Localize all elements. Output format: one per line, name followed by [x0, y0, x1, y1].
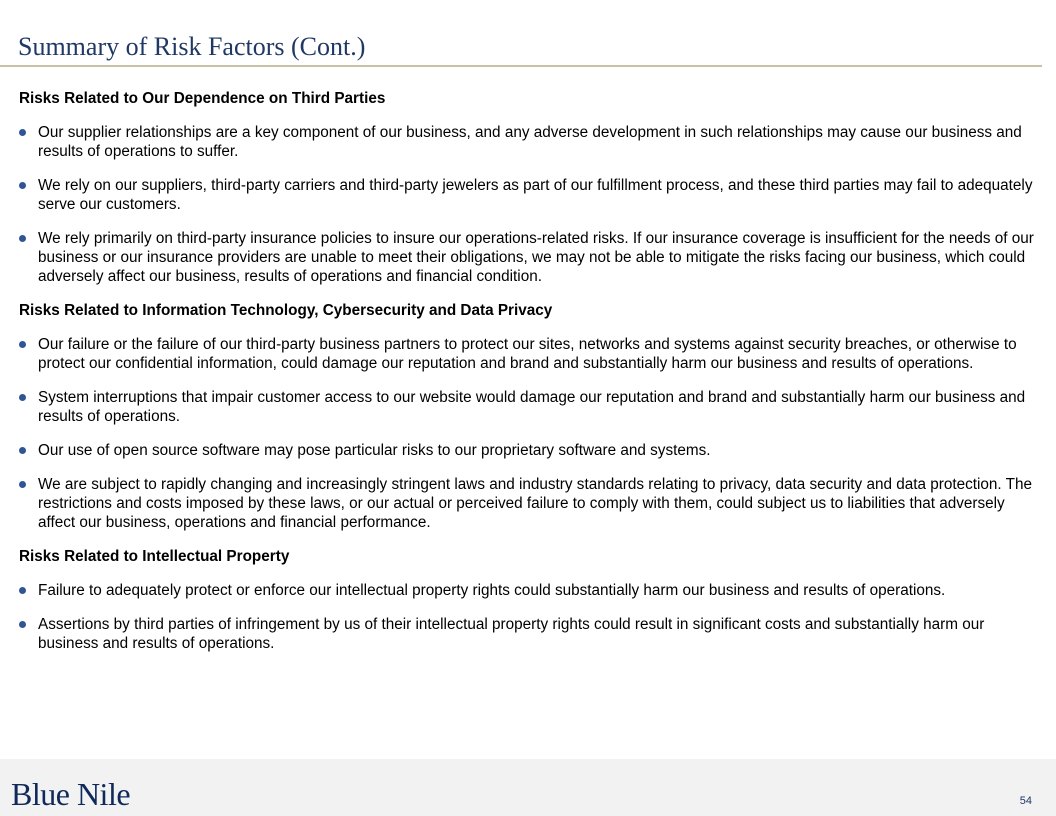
list-item	[19, 335, 1039, 373]
bullet-dot-icon	[19, 447, 26, 454]
bullet-dot-icon	[19, 341, 26, 348]
bullet-dot-icon	[19, 235, 26, 242]
bullet-list	[19, 335, 1039, 532]
section-heading: Risks Related to Information Technology, Cybersecurity and Data Privacy	[19, 302, 553, 319]
footer-bar	[0, 759, 1056, 816]
bullet-text: Our supplier relationships are a key component of our business, and any adverse development in such relationships may cause our business and results of operations to suffer.	[38, 124, 1022, 160]
blue-nile-logo: Blue Nile	[11, 776, 131, 812]
bullet-dot-icon	[19, 587, 26, 594]
list-item	[19, 123, 1039, 161]
bullet-list	[19, 581, 1039, 653]
page-title: Summary of Risk Factors (Cont.)	[18, 32, 366, 61]
bullet-list	[19, 123, 1039, 286]
bullet-dot-icon	[19, 394, 26, 401]
bullet-dot-icon	[19, 621, 26, 628]
bullet-dot-icon	[19, 182, 26, 189]
section-heading: Risks Related to Our Dependence on Third Parties	[19, 90, 386, 107]
list-item	[19, 388, 1039, 426]
bullet-text: We rely primarily on third-party insurance policies to insure our operations-related risks. If our insurance coverage is insufficient for the needs of our business or our insurance providers are unable to meet their obligations, we may not be able to mitigate the risks facing our business, which could adversely affect our business, results of operations and financial condition.	[38, 230, 1034, 285]
bullet-dot-icon	[19, 129, 26, 136]
bullet-dot-icon	[19, 481, 26, 488]
bullet-text: Our use of open source software may pose particular risks to our proprietary software and systems.	[38, 442, 711, 459]
section-heading: Risks Related to Intellectual Property	[19, 548, 290, 565]
bullet-text: Assertions by third parties of infringement by us of their intellectual property rights could result in significant costs and substantially harm our business and results of operations.	[38, 616, 985, 652]
section-third-parties	[19, 89, 1039, 286]
list-item	[19, 615, 1039, 653]
title-divider	[0, 65, 1042, 67]
list-item	[19, 581, 1039, 600]
section-intellectual-property	[19, 547, 1039, 653]
list-item	[19, 441, 1039, 460]
bullet-text: Failure to adequately protect or enforce our intellectual property rights could substantially harm our business and results of operations.	[38, 582, 946, 599]
bullet-text: We are subject to rapidly changing and increasingly stringent laws and industry standards relating to privacy, data security and data protection. The restrictions and costs imposed by these laws, or our actual or perceived failure to comply with them, could subject us to liabilities that adversely affect our business, operations and financial performance.	[38, 476, 1033, 531]
list-item	[19, 475, 1039, 532]
page-number: 54	[1019, 795, 1032, 807]
list-item	[19, 176, 1039, 214]
bullet-text: We rely on our suppliers, third-party carriers and third-party jewelers as part of our fulfillment process, and these third parties may fail to adequately serve our customers.	[38, 177, 1033, 213]
section-it-cybersecurity	[19, 301, 1039, 532]
risk-factors-content	[19, 89, 1039, 668]
bullet-text: System interruptions that impair customer access to our website would damage our reputation and brand and substantially harm our business and results of operations.	[38, 389, 1026, 425]
bullet-text: Our failure or the failure of our third-party business partners to protect our sites, networks and systems against security breaches, or otherwise to protect our confidential information, could damage our reputation and brand and substantially harm our business and results of operations.	[38, 336, 1017, 372]
list-item	[19, 229, 1039, 286]
